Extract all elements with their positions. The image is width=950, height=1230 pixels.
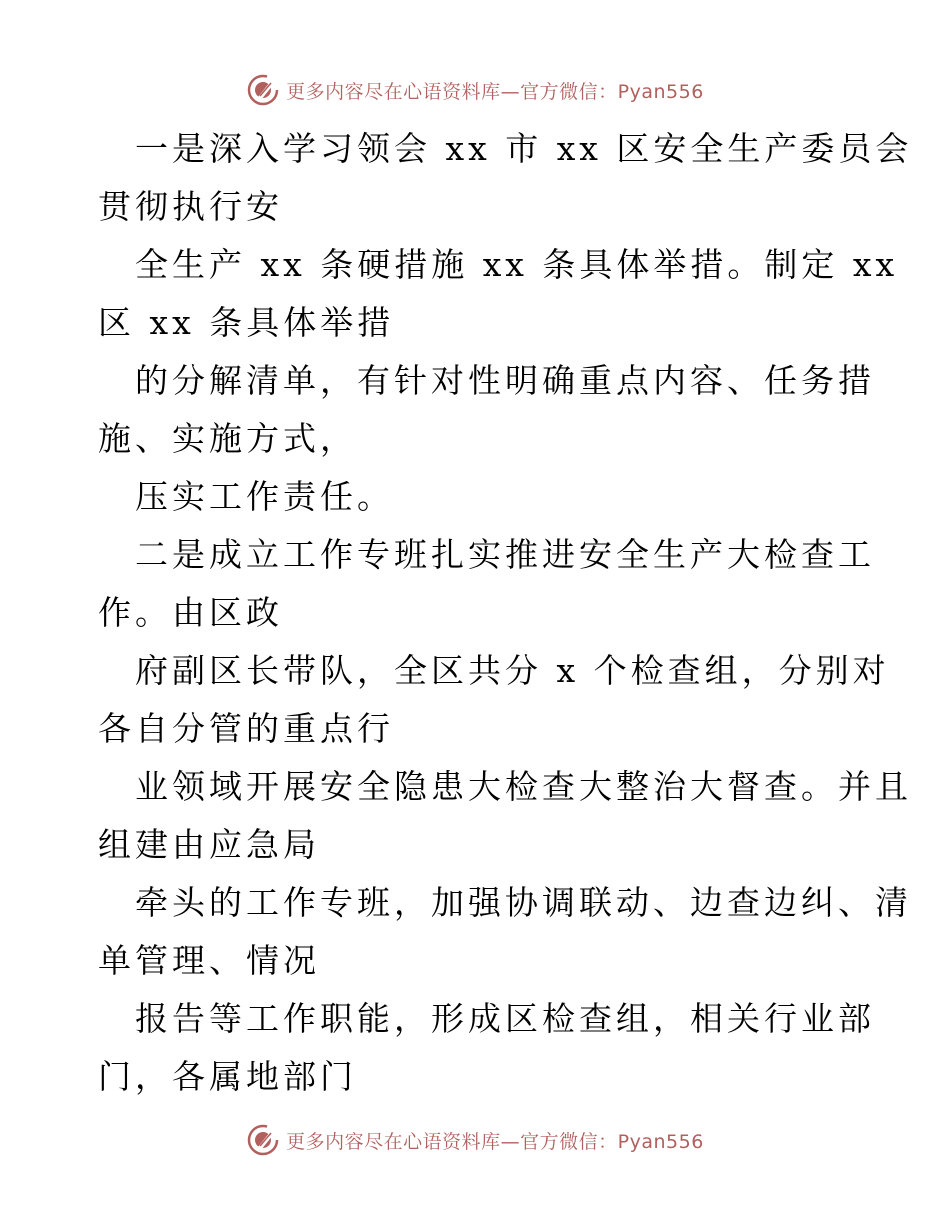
text-line: 的分解清单，有针对性明确重点内容、任务措 [135, 361, 875, 400]
document-body [98, 120, 913, 1106]
text-line: 作。由区政 [98, 593, 283, 632]
pen-logo-icon [246, 73, 280, 107]
text-line: 二是成立工作专班扎实推进安全生产大检查工 [135, 535, 875, 574]
text-line: 各自分管的重点行 [98, 709, 394, 748]
text-line: 门，各属地部门 [98, 1057, 357, 1096]
pen-logo-icon [246, 1123, 280, 1157]
text-line: 单管理、情况 [98, 941, 320, 980]
text-line: 贯彻执行安 [98, 187, 283, 226]
text-line: 牵头的工作专班，加强协调联动、边查边纠、清 [135, 883, 912, 922]
text-line: 区 xx 条具体举措 [98, 303, 395, 342]
watermark-text: 更多内容尽在心语资料库—官方微信：Pyan556 [286, 1130, 704, 1153]
text-line: 压实工作责任。 [135, 477, 394, 516]
text-line: 府副区长带队，全区共分 x 个检查组，分别对 [135, 651, 890, 690]
text-line: 业领域开展安全隐患大检查大整治大督查。并且 [135, 767, 912, 806]
text-line: 组建由应急局 [98, 825, 320, 864]
watermark-text: 更多内容尽在心语资料库—官方微信：Pyan556 [286, 80, 704, 103]
text-line: 施、实施方式， [98, 419, 357, 458]
footer-watermark [0, 1120, 950, 1160]
text-line: 一是深入学习领会 xx 市 xx 区安全生产委员会 [135, 129, 913, 168]
text-line: 报告等工作职能，形成区检查组，相关行业部 [135, 999, 875, 1038]
text-line: 全生产 xx 条硬措施 xx 条具体举措。制定 xx [135, 245, 899, 284]
header-watermark [0, 70, 950, 110]
